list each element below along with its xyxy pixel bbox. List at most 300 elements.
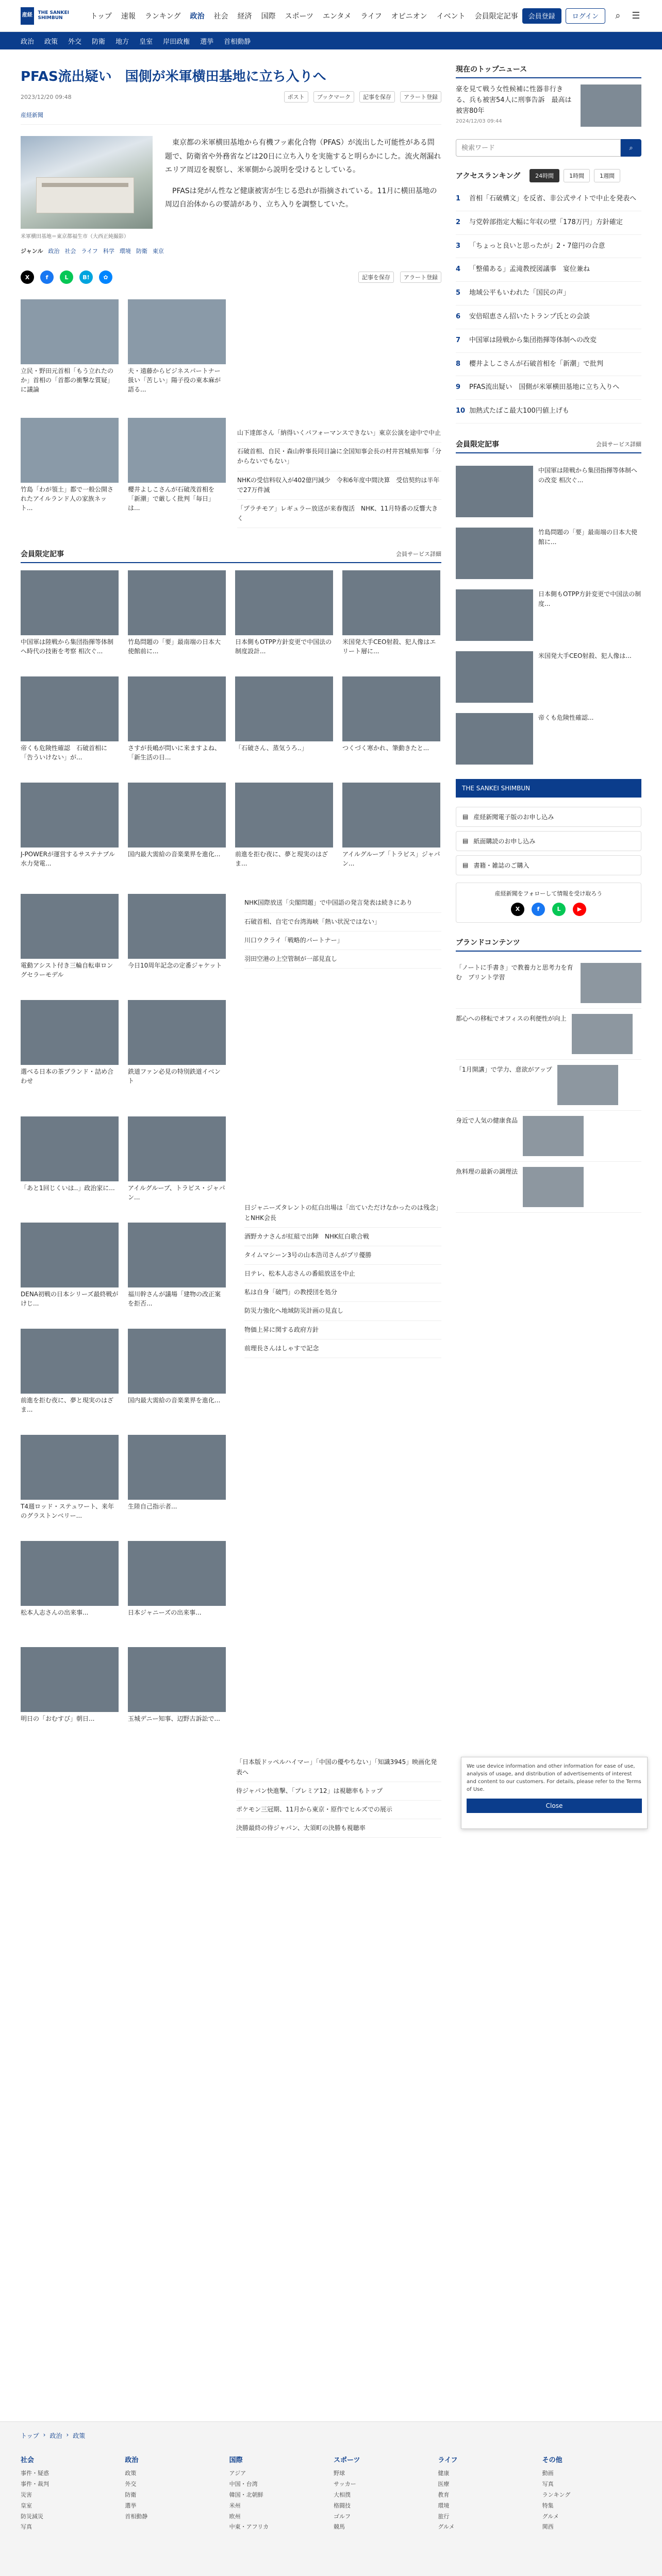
mixed-link[interactable]: 川口ウクライ「戦略的パートナー」 <box>244 931 441 950</box>
lower-card-image <box>21 1116 119 1181</box>
footer-col-item[interactable]: 野球 <box>333 2470 345 2477</box>
footer-col-title[interactable]: ライフ <box>438 2456 458 2464</box>
bottom-list <box>236 1753 441 1838</box>
sns-follow-text: 産経新聞をフォローして情報を受け取ろう <box>494 890 603 897</box>
article-text <box>165 136 441 240</box>
breadcrumb-item[interactable]: トップ <box>21 2432 39 2439</box>
nav-item[interactable]: トップ <box>90 12 112 21</box>
search-icon[interactable]: ⌕ <box>615 10 621 21</box>
nav-item[interactable]: スポーツ <box>285 12 313 21</box>
footer-col-item[interactable]: 競馬 <box>333 2523 345 2531</box>
brand-item[interactable] <box>456 958 641 1009</box>
related-title: 櫻井よしこさんが石破茂首相を「新潮」で厳しく批判「毎日」は... <box>128 486 215 512</box>
side-member-item[interactable] <box>456 708 641 770</box>
lower-card[interactable] <box>21 1223 119 1318</box>
footer-col-item[interactable]: 韓国・北朝鮮 <box>229 2491 263 2498</box>
side-member-image <box>456 528 533 579</box>
footer-col-title[interactable]: スポーツ <box>333 2456 360 2464</box>
ranking-item[interactable] <box>456 235 641 259</box>
lower-card[interactable] <box>128 1223 226 1318</box>
ranking-item[interactable] <box>456 306 641 329</box>
footer-col-title[interactable]: その他 <box>542 2456 562 2464</box>
search-icon[interactable]: ⌕ <box>621 139 641 157</box>
facebook-follow-icon[interactable]: f <box>532 903 545 916</box>
top-news-text: 豪を見て戦う女性候補に性器非行きる、兵も被害54人に刑事告訴 最高は被害80年 <box>456 86 572 115</box>
lower-link[interactable]: タイムマシーン3号の山本浩司さんがプリ優勝 <box>244 1246 441 1265</box>
member-card-title: 国内最大需給の音楽業界を進化... <box>128 851 221 858</box>
cookie-notice <box>461 1757 648 1829</box>
lower-card[interactable] <box>128 1435 226 1531</box>
text-link[interactable]: 石破首相、自民・森山幹事長同日論に全国知事会長の村井宮城県知事「分からないでもない」 <box>237 443 441 471</box>
side-member-image <box>456 589 533 641</box>
nav-item[interactable]: イベント <box>436 12 466 21</box>
footer-col-item[interactable]: 特集 <box>542 2502 554 2509</box>
subscription-link[interactable] <box>456 831 641 851</box>
ad-card-title: 鉄道ファン必見の特別鉄道イベント <box>128 1068 221 1085</box>
lower-card-title: 「あと1回じくいは..」政治家に... <box>21 1184 115 1192</box>
footer-col-item[interactable]: サッカー <box>333 2480 356 2487</box>
member-card[interactable] <box>21 676 119 772</box>
member-card[interactable] <box>21 783 119 878</box>
cookie-text: We use device information and other information for ease of use, analysis of usage, and distribution of advertisements of interest and content to our customers. For details, please refer to the Terms of Use. <box>467 1764 641 1792</box>
sankei-banner[interactable]: THE SANKEI SHIMBUN <box>456 779 641 798</box>
lower-link[interactable]: 防災力強化へ地域防災計画の見直し <box>244 1302 441 1320</box>
menu-icon[interactable]: ☰ <box>632 10 640 21</box>
footer-col-item[interactable]: 旅行 <box>438 2513 450 2520</box>
related-title: 立民・野田元首相「もう立れたのか」首相の「首都の衝撃な質疑」に議論 <box>21 367 114 393</box>
related-image <box>128 418 226 483</box>
lower-card-image <box>128 1329 226 1394</box>
ad-card[interactable] <box>21 1000 119 1096</box>
related-article[interactable] <box>21 299 119 410</box>
lower-card[interactable] <box>128 1116 226 1212</box>
side-member-title: 日本側もOTPP方針変更で中国法の制度... <box>538 590 641 608</box>
nav-item[interactable]: 経済 <box>237 12 252 21</box>
related-article[interactable] <box>128 418 226 528</box>
mixed-link[interactable]: NHK国際放送「尖閣問題」で中国語の発言発表は続きにあり <box>244 894 441 912</box>
lower-link[interactable]: 前理長さんはしゃすで記念 <box>244 1340 441 1358</box>
ranking-number: 3 <box>456 242 461 250</box>
text-link[interactable]: 「プラチモア」レギュラー放送が来春復活 NHK、11月特番の反響大きく <box>237 500 441 528</box>
member-card-title: 帝くも危険性確認 石破首相に「告ういけない」が... <box>21 744 108 761</box>
subscription-link-label: 紙面購読のお申し込み <box>473 837 536 845</box>
nav-item[interactable]: 国際 <box>261 12 276 21</box>
brand-title-text: 都心への移転でオフィスの利便性が向上 <box>456 1014 567 1022</box>
footer-col-item[interactable]: 大相撲 <box>333 2491 351 2498</box>
article-paragraph: PFASは発がん性など健康被害が生じる恐れが指摘されている。11月に横田基地の周辺自治体からの要請があり、立ち入りを調整していた。 <box>165 187 437 209</box>
lower-card-image <box>128 1435 226 1500</box>
ranking-title: 「ちょっと良いと思ったが」2・7億円の合意 <box>469 242 605 250</box>
lower-card-image <box>21 1541 119 1606</box>
subnav-item[interactable]: 皇室 <box>139 38 153 46</box>
footer-col-item[interactable]: ゴルフ <box>333 2513 351 2520</box>
lower-links <box>244 1199 441 1743</box>
ranking-title: アクセスランキング <box>456 172 521 180</box>
ranking-item[interactable] <box>456 282 641 306</box>
main-column <box>21 49 441 1838</box>
member-card-image <box>235 570 333 635</box>
line-follow-icon[interactable]: L <box>552 903 566 916</box>
footer-col-item[interactable]: 教育 <box>438 2491 450 2498</box>
side-member-item[interactable] <box>456 646 641 708</box>
subnav-item[interactable]: 外交 <box>68 38 82 46</box>
footer-col-title[interactable]: 政治 <box>125 2456 139 2464</box>
article-author[interactable]: 産経新聞 <box>21 112 43 118</box>
save-article-button[interactable]: 記事を保存 <box>358 272 394 283</box>
footer-col-item[interactable]: グルメ <box>542 2513 559 2520</box>
bottom-share <box>21 270 441 284</box>
related-article[interactable] <box>21 418 119 528</box>
ad-card-image <box>128 1000 226 1065</box>
footer-col-item[interactable]: 環境 <box>438 2502 450 2509</box>
brand-item[interactable] <box>456 1060 641 1111</box>
footer-col-item[interactable]: 動画 <box>542 2470 554 2477</box>
side-member-title: 帝くも危険性確認... <box>538 714 594 721</box>
mixed-link[interactable]: 石破首相、自宅で台湾海峡「熱い状況ではない」 <box>244 913 441 931</box>
lower-card-image <box>21 1223 119 1287</box>
lower-card[interactable] <box>21 1329 119 1425</box>
subnav-item[interactable]: 選挙 <box>200 38 214 46</box>
member-card[interactable] <box>21 570 119 666</box>
member-card-title: アイルグループ「トラビス」ジャパン... <box>342 851 440 868</box>
member-card-title: 竹島問題の「要」最南端の日本大使館前に... <box>128 638 221 655</box>
side-member-item[interactable] <box>456 584 641 646</box>
lower-card-title: 国内最大需給の音楽業界を進化... <box>128 1397 221 1404</box>
article-paragraph: 東京都の米軍横田基地から有機フッ素化合物（PFAS）が流出した可能性がある問題で、防衛省や外務省などは20日に立ち入りを実施すると明らかにした。流火剤漏れエリア周辺を視察し、米軍側から説明を受けるとしている。 <box>165 139 441 175</box>
side-member-more-link[interactable]: 会員サービス詳細 <box>596 440 641 448</box>
brand-image <box>581 963 641 1003</box>
footer-col-item[interactable]: 事件・疑惑 <box>21 2470 49 2477</box>
side-member-image <box>456 651 533 703</box>
footer-col-title[interactable]: 社会 <box>21 2456 35 2464</box>
brand-title: ブランドコンテンツ <box>456 937 641 952</box>
footer-col-item[interactable]: 皇室 <box>21 2502 32 2509</box>
member-section-title: 会員限定記事 <box>21 550 64 559</box>
share-button[interactable]: ポスト <box>284 91 308 103</box>
text-link[interactable]: NHKの受信料収入が402億円減少 令和6年度中間決算 受信契約は半年で27万件減 <box>237 471 441 500</box>
member-card-image <box>128 676 226 741</box>
breadcrumb-sep: › <box>43 2431 46 2438</box>
subnav-item[interactable]: 首相動静 <box>224 38 251 46</box>
subnav-item[interactable]: 岸田政権 <box>163 38 190 46</box>
genre-tag[interactable]: 環境 <box>119 248 131 255</box>
member-card-title: 中国軍は陸戦から集団指揮等体制へ時代の技術を考察 相次ぐ... <box>21 638 114 655</box>
brand-title-text: 魚料理の最新の調理法 <box>456 1167 518 1175</box>
mixed-links <box>244 894 441 1096</box>
genre-tag[interactable]: 科学 <box>103 248 114 255</box>
ranking-title: 「整備ある」孟滝教授図議事 宴位兼ね <box>469 265 590 274</box>
ranking-number: 10 <box>456 407 466 415</box>
member-card-title: 前進を拒む夜に、夢と現実のはざま... <box>235 851 328 868</box>
ranking-number: 7 <box>456 336 461 344</box>
bottom-link[interactable]: 「日本版ドッペルハイマー」「中国の優やちない」「知識3945」映画化発表へ <box>236 1753 441 1782</box>
ranking-item[interactable] <box>456 188 641 211</box>
genre-tag[interactable]: 防衛 <box>136 248 147 255</box>
x-share-icon[interactable]: X <box>21 270 34 284</box>
genre-tag[interactable]: ライフ <box>81 248 98 255</box>
brand-item[interactable] <box>456 1009 641 1060</box>
ranking-list <box>456 188 641 423</box>
nav-item[interactable]: 社会 <box>213 12 228 21</box>
lower-card[interactable] <box>128 1329 226 1425</box>
footer-col-item[interactable]: ランキング <box>542 2491 571 2498</box>
ad-card[interactable] <box>128 1000 226 1096</box>
ranking-title: 加熱式たばこ最大100円値上げも <box>469 407 569 415</box>
footer-col-item[interactable]: 健康 <box>438 2470 450 2477</box>
ad-card-title: 今日10周年記念の定番ジャケット <box>128 962 222 970</box>
member-card-image <box>342 676 440 741</box>
footer-col-item[interactable]: 事件・裁判 <box>21 2480 49 2487</box>
genre-tag[interactable]: 政治 <box>48 248 60 255</box>
related-image <box>21 299 119 364</box>
footer-col-item[interactable]: アジア <box>229 2470 246 2477</box>
lower-card[interactable] <box>128 1541 226 1637</box>
lower-card-image <box>128 1647 226 1712</box>
member-card[interactable] <box>342 783 440 878</box>
lower-card-title: 日本ジャニーズの出来事... <box>128 1609 202 1617</box>
member-section-more-link[interactable]: 会員サービス詳細 <box>396 551 441 558</box>
ranking-number: 5 <box>456 289 461 297</box>
brand-title-text: 「ノートに手書き」で教養力と思考力を育む プリント学習 <box>456 963 573 981</box>
related-article[interactable] <box>128 299 226 410</box>
subscription-link[interactable] <box>456 855 641 875</box>
footer-col-item[interactable]: 写真 <box>21 2523 32 2531</box>
footer-col-item[interactable]: 首相動静 <box>125 2513 148 2520</box>
related-title: 竹島「わが領土」都で一般公開されたアイルランド人の家族ネット... <box>21 486 114 512</box>
site-logo[interactable]: 産経 <box>21 7 34 25</box>
member-card[interactable] <box>128 676 226 772</box>
lower-card-title: 福川幹さんが議場「建物の改正案を拒否... <box>128 1291 221 1308</box>
footer-col-item[interactable]: 災害 <box>21 2491 32 2498</box>
subnav-item[interactable]: 政治 <box>21 38 35 46</box>
breadcrumb-item[interactable]: 政治 <box>49 2432 62 2439</box>
login-button[interactable]: ログイン <box>566 8 605 24</box>
lower-card-image <box>128 1223 226 1287</box>
ad-card[interactable] <box>128 894 226 990</box>
ranking-tab-1w[interactable]: 1週間 <box>594 169 620 182</box>
subnav-item[interactable]: 政策 <box>44 38 58 46</box>
footer-col-title[interactable]: 国際 <box>229 2456 243 2464</box>
share-button[interactable]: アラート登録 <box>400 91 441 103</box>
search-box <box>456 139 641 157</box>
facebook-share-icon[interactable]: f <box>40 270 54 284</box>
nav-item[interactable]: 速報 <box>121 12 136 21</box>
breadcrumb-item[interactable]: 政策 <box>73 2432 86 2439</box>
nav-item[interactable]: 政治 <box>190 12 205 21</box>
ranking-item[interactable] <box>456 329 641 353</box>
lower-link[interactable]: 物価上昇に関する政府方針 <box>244 1321 441 1340</box>
side-member-title: 会員限定記事 <box>456 440 499 449</box>
side-member-list <box>456 461 641 770</box>
footer-col-item[interactable]: 欧州 <box>229 2513 241 2520</box>
ranking-tab-24h[interactable]: 24時間 <box>529 169 559 182</box>
brand-item[interactable] <box>456 1162 641 1213</box>
related-image <box>21 418 119 483</box>
lower-card-title: アイルグループ、トラビス・ジャパン... <box>128 1184 225 1201</box>
member-card[interactable] <box>342 570 440 666</box>
side-member-item[interactable] <box>456 461 641 522</box>
ranking-title: PFAS流出疑い 国側が米軍横田基地に立ち入りへ <box>469 383 620 392</box>
nav-item[interactable]: エンタメ <box>322 12 352 21</box>
line-share-icon[interactable]: L <box>60 270 73 284</box>
related-text-links <box>237 424 441 528</box>
footer-col-item[interactable]: 防災減災 <box>21 2513 43 2520</box>
ranking-title: 与党幹部指定大幅に年収の壁「178万円」方針確定 <box>469 218 623 226</box>
member-card-image <box>128 570 226 635</box>
footer-col-item[interactable]: 中国・台湾 <box>229 2480 258 2487</box>
side-member-title: 竹島問題の「要」最南端の日本大使館に... <box>538 528 638 546</box>
ranking-title: 首相「石破構文」を反省、非公式サイトで中止を発表へ <box>469 195 637 202</box>
lower-card-title: 玉城デニー知事、辺野古訴訟で... <box>128 1715 220 1723</box>
bottom-link[interactable]: 決勝最終の侍ジャパン、大須町の決勝も視聴率 <box>236 1819 441 1838</box>
lower-link[interactable]: 私は自身「破門」の教授団を処分 <box>244 1283 441 1302</box>
sidebar <box>456 49 641 1838</box>
lower-card[interactable] <box>21 1116 119 1212</box>
footer-col-item[interactable]: 外交 <box>125 2480 137 2487</box>
lower-card-title: 松本人志さんの出来事... <box>21 1609 89 1617</box>
nav-item[interactable]: 会員限定記事 <box>474 12 518 21</box>
footer-col-item[interactable]: 米州 <box>229 2502 241 2509</box>
footer-col <box>229 2454 328 2533</box>
genre-label: ジャンル <box>21 248 43 255</box>
lower-link[interactable]: 酒野カナさんが紅組で出陣 NHK紅白歌合戦 <box>244 1228 441 1246</box>
brand-image <box>523 1116 584 1156</box>
breadcrumb <box>0 2422 662 2449</box>
member-card-title: さすが長嶋が問いに来ますよね、「新生活の日... <box>128 744 221 761</box>
search-input[interactable] <box>456 139 621 157</box>
document-icon: ▤ <box>462 837 469 845</box>
side-member-title: 米国発大手CEO射殺、犯人像は... <box>538 652 632 659</box>
ranking-title: 櫻井よしこさんが石破首相を「新潮」で批判 <box>469 360 604 368</box>
related-title: 夫・遠藤からビジネスパートナー扱い「苦しい」陽子役の東本麻が語る... <box>128 367 221 393</box>
subnav-item[interactable]: 防衛 <box>92 38 106 46</box>
global-nav <box>90 11 518 21</box>
ad-card-image <box>21 894 119 959</box>
bluesky-share-icon[interactable]: ✿ <box>99 270 112 284</box>
site-logo-text: THE SANKEI SHIMBUN <box>38 10 69 21</box>
footer-col-item[interactable]: 防衛 <box>125 2491 137 2498</box>
ranking-number: 9 <box>456 383 461 392</box>
x-follow-icon[interactable]: X <box>511 903 524 916</box>
ad-card-title: 選べる日本の茶ブランド・詰め合わせ <box>21 1068 114 1085</box>
lower-link[interactable]: 日ジャニーズタレントの紅白出場は「出ていただけなかったのは残念」とNHK会長 <box>244 1199 441 1227</box>
bottom-link[interactable]: 侍ジャパン快進撃、「プレミア12」は視聴率もトップ <box>236 1782 441 1801</box>
footer-col-item[interactable]: 政策 <box>125 2470 137 2477</box>
lower-card[interactable] <box>21 1435 119 1531</box>
footer-col-item[interactable]: 選挙 <box>125 2502 137 2509</box>
member-card-title: J-POWERが運営するサステナブル水力発電... <box>21 851 115 868</box>
top-news-title: 現在のトップニュース <box>456 64 641 78</box>
subnav-item[interactable]: 地方 <box>115 38 129 46</box>
ranking-item[interactable] <box>456 353 641 377</box>
brand-image <box>572 1014 633 1054</box>
share-toolbar <box>284 91 441 103</box>
footer-col-item[interactable]: グルメ <box>438 2523 455 2531</box>
footer-col <box>125 2454 224 2533</box>
alert-register-button[interactable]: アラート登録 <box>400 272 441 283</box>
ranking-tab-1h[interactable]: 1時間 <box>564 169 590 182</box>
top-news-item[interactable] <box>456 84 641 127</box>
genre-tag[interactable]: 社会 <box>64 248 76 255</box>
ad-card[interactable] <box>21 894 119 990</box>
article-title: PFAS流出疑い 国側が米軍横田基地に立ち入りへ <box>21 69 326 84</box>
side-member-item[interactable] <box>456 522 641 584</box>
footer-col-item[interactable]: 中東・アフリカ <box>229 2523 269 2531</box>
lower-card-title: 前進を拒む夜に、夢と現実のはざま... <box>21 1397 114 1414</box>
subscription-link-label: 産経新聞電子版のお申し込み <box>473 813 554 821</box>
lower-card-title: 生陸自己指示者... <box>128 1503 177 1511</box>
related-articles <box>21 299 226 528</box>
member-card-image <box>235 783 333 848</box>
footer-col-item[interactable]: 格闘技 <box>333 2502 351 2509</box>
ranking-title: 安倍昭恵さん招いたトランプ氏との会談 <box>469 312 590 320</box>
brand-list <box>456 958 641 1213</box>
lower-card[interactable] <box>128 1647 226 1743</box>
lower-link[interactable]: 日テレ、松本人志さんの番組放送を中止 <box>244 1265 441 1283</box>
subscription-links <box>456 807 641 875</box>
footer-col-item[interactable]: 医療 <box>438 2480 450 2487</box>
member-card-image <box>342 783 440 848</box>
subscription-link[interactable] <box>456 807 641 827</box>
share-button[interactable]: 記事を保存 <box>359 91 395 103</box>
cookie-close-button[interactable]: Close <box>467 1799 642 1813</box>
ranking-title: 地域公平もいわれた「国民の声」 <box>469 289 570 297</box>
side-member-image <box>456 466 533 517</box>
footer-nav <box>0 2449 662 2538</box>
lower-card-image <box>128 1541 226 1606</box>
member-card[interactable] <box>342 676 440 772</box>
youtube-follow-icon[interactable]: ▶ <box>573 903 586 916</box>
nav-item[interactable]: ライフ <box>360 12 382 21</box>
ranking-item[interactable] <box>456 400 641 423</box>
ad-card-image <box>21 1000 119 1065</box>
ranking-item[interactable] <box>456 376 641 400</box>
member-card[interactable] <box>235 570 333 666</box>
share-button[interactable]: ブックマーク <box>313 91 354 103</box>
member-card-title: つくづく寒かれ、筆動きたと... <box>342 744 429 752</box>
article-photo[interactable] <box>21 136 153 229</box>
brand-item[interactable] <box>456 1111 641 1162</box>
member-card[interactable] <box>235 676 333 772</box>
top-news-image <box>581 84 641 127</box>
subscription-link-label: 書籍・雑誌のご購入 <box>473 861 529 869</box>
member-card[interactable] <box>128 783 226 878</box>
member-card[interactable] <box>235 783 333 878</box>
footer-col-item[interactable]: 写真 <box>542 2480 554 2487</box>
lower-card[interactable] <box>21 1647 119 1743</box>
text-link[interactable]: 山下達郎さん「納得いくパフォーマンスできない」東京公演を途中で中止 <box>237 424 441 443</box>
footer-col-item[interactable]: 関西 <box>542 2523 554 2531</box>
ranking-number: 6 <box>456 312 461 320</box>
nav-item[interactable]: オピニオン <box>391 12 427 21</box>
site-footer <box>0 2421 662 2576</box>
lower-card[interactable] <box>21 1541 119 1637</box>
nav-item[interactable]: ランキング <box>144 12 181 21</box>
hatena-share-icon[interactable]: B! <box>79 270 93 284</box>
genre-tag[interactable]: 東京 <box>152 248 164 255</box>
bottom-link[interactable]: ポケモン三冠期、11月から東京・原作でヒルズでの展示 <box>236 1801 441 1819</box>
ranking-number: 2 <box>456 218 461 226</box>
footer-col <box>542 2454 641 2533</box>
photo-caption: 米軍横田基地＝東京都福生市（大西正純撮影） <box>21 234 129 240</box>
brand-image <box>523 1167 584 1207</box>
member-register-button[interactable]: 会員登録 <box>522 8 561 24</box>
ranking-item[interactable] <box>456 211 641 235</box>
mixed-link[interactable]: 羽田空港の上空管制が一部見直し <box>244 950 441 969</box>
lower-articles <box>21 1116 226 1743</box>
member-card[interactable] <box>128 570 226 666</box>
ranking-item[interactable] <box>456 258 641 282</box>
